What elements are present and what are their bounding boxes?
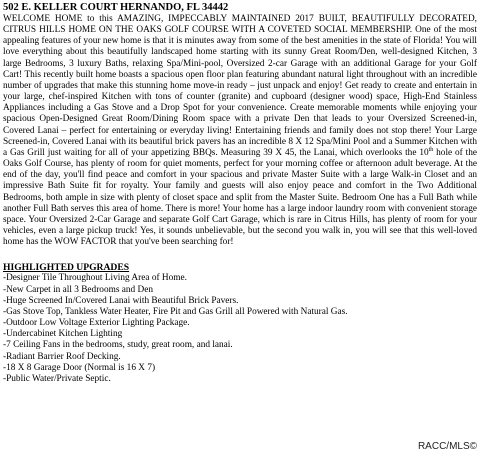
section-spacer [3,248,477,262]
highlights-list [3,273,477,385]
highlight-item: -Undercabinet Kitchen Lighting [3,329,123,340]
highlights-heading: HIGHLIGHTED UPGRADES [3,262,130,274]
highlight-item: -New Carpet in all 3 Bedrooms and Den [3,284,154,295]
mls-watermark: RACC/MLS© [417,441,477,452]
highlight-item: -Huge Screened In/Covered Lanai with Beautiful Brick Pavers. [3,295,239,306]
highlight-item: -Designer Tile Throughout Living Area of Home. [3,273,187,284]
highlight-item: -Public Water/Private Septic. [3,373,111,384]
description-text-part2: hole of the Oaks Golf Course, has plenty of room for quiet moments, perfect for your morning coffee or afternoon adult beverage. At the end of the day, you'll find peace and comfort in your spacious and private Master Suite with a large Walk-in Closet and an impressive Bath Suite fit for royalty. Your family and guests will also enjoy peace and comfort in the Two Additional Bedrooms, both ample in size with plenty of closet space and split from the Master Suite. Bedroom One has a Full Bath while another Full Bath serves this area of home. There is more! Your home has a large indoor laundry room with convenient storage space. Your Oversized 2-Car Garage and separate Golf Cart Garage, which is rare in Citrus Hills, has plenty of room for your vehicles, even a large pickup truck! Yes, it sounds unbelievable, but the second you walk in, you will see that this well-loved home has the WOW FACTOR that you've been searching for! [3,147,477,248]
highlight-item: -18 X 8 Garage Door (Normal is 16 X 7) [3,362,156,373]
listing-document [3,2,477,385]
highlight-item: -Radiant Barrier Roof Decking. [3,351,121,362]
property-address: 502 E. KELLER COURT HERNANDO, FL 34442 [3,2,229,13]
highlight-item: -Outdoor Low Voltage Exterior Lighting Package. [3,318,190,329]
highlight-item: -7 Ceiling Fans in the bedrooms, study, great room, and lanai. [3,340,233,351]
highlight-item: -Gas Stove Top, Tankless Water Heater, Fire Pit and Gas Grill all Powered with Natural Gas. [3,306,348,317]
description-text-part1: WELCOME HOME to this AMAZING, IMPECCABLY MAINTAINED 2017 BUILT, BEAUTIFULLY DECORATED, CITRUS HILLS HOME ON THE OAKS GOLF COURSE WITH A COVETED SOCIAL MEMBERSHIP. One of the most appealing features of your new home is that it is minutes away from some of the best amenities in the state of Florida! You will love everything about this beautifully landscaped home starting with its sunny Great Room/Den, well-designed Kitchen, 3 large Bedrooms, 3 luxury Baths, relaxing Spa/Mini-pool, Oversized 2-car Garage with an additional Garage for your Golf Cart! This recently built home boasts a spacious open floor plan featuring abundant natural light throughout with an incredible number of upgrades that make this stunning home move-in ready – just unpack and enjoy! Get ready to create and entertain in your large, chef-inspired Kitchen with tons of counter (granite) and cupboard (designer wood) space, High-End Stainless Appliances including a Gas Stove and a Drop Spot for your convenience. Create memorable moments while enjoying your spacious Open-Designed Great Room/Dining Room space with a private Den that leads to your Oversized Screened-in, Covered Lanai – perfect for entertaining or everyday living! Entertaining friends and family does not stop there! Your Large Screened-in, Covered Lanai with its beautiful brick pavers has an incredible 8 X 12 Spa/Mini Pool and a Summer Kitchen with a Gas Grill just waiting for all of your appetizing BBQs. Measuring 39 X 45, the Lanai, which overlooks the 10 [3,14,477,158]
property-description [3,14,477,248]
ordinal-suffix: th [428,146,434,153]
